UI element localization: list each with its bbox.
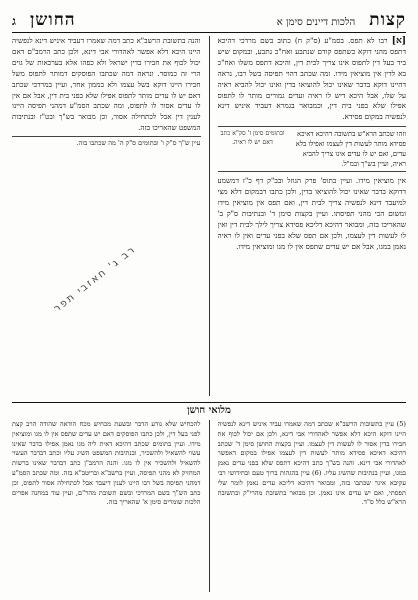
gloss-small-text: ובתומים סימן ז' סק"א כתב דאם יש לו ראיה. [220,130,285,147]
book-title-left: החושן [29,10,76,30]
library-stamp: רב ג' חאזבי תפר [52,243,139,315]
main-commentary [12,36,406,396]
notes-section-title: מלואי חושן [12,402,406,419]
right-column [218,36,407,396]
left-column-gloss: עיין ש"ך ס"ק ו' ובתומים ס"ק ה' מה שכתבו בזה. [12,136,201,149]
left-column-text: והנה בתשובת הרשב"א כתב דמה שאמרו דעביד איניש דינא לנפשיה היינו היכא דלא אפשר לאהדורי אבי דינא, ולכן כתב הרמב"ם דאם יכול לכוף את חבירו בדין ישראל ולא כפהו אלא בערכאות של גוים הרי זה כמוסר. ונראה דמה שכתבו הפוסקים דמותר לתפוס משל חבירו היינו דוקא בשל עצמו ולא בממון אחר, ועיין במרדכי שכתב דאם יש לו עדים מותר לתפוס אפילו שלא בפני בית דין, אבל אם אין לו עדים אסור לו לתפוס, ומה שכתב הסמ"ע דמהני תפיסה היינו לענין דין אבל לכתחילה אסור, וכן מבואר בש"ך ובט"ז ובנתיבות המשפט שהאריכו בזה. [12,36,201,133]
notes-column-divider [209,420,210,592]
section-title: הלכות דיינים סימן א [276,17,356,28]
header-left [12,10,76,30]
left-column [12,36,201,396]
opening-marker: [א] [391,36,406,46]
page-header [12,8,406,33]
main-paragraph-2: אין מוציאין מידו. ועיין בתוס' פרק הגוזל ובב"ק דף כ"ז דמשמע דדוקא בדבר שאינו יכול להוציאו בדין, ולכן כתבו דבמקום דלא מצי למיעבד דינא לנפשיה צריך לבית דין, ואם תפס אין מוציאין מידו ומשום הכי מהני תפיסתו. ועיין בקצות סימן ד' ובנתיבות ס"ק ב' שהאריכו בזה, ומבואר דהיכא דליכא פסידא צריך לילך לבית דין ואין לו לעשות דין לעצמו, ולכן אם תפס שלא בפני עדים ואין לו ראיה נאמן במגו, אבל אם יש עדים שתפס אין לו מגו ומוציאין מידו. [217,176,406,251]
main-paragraph-1 [218,36,407,123]
gloss-box [218,126,407,172]
column-divider [209,36,210,396]
notes-section [12,420,406,592]
book-title-right: קצות [369,10,406,30]
page-number: ג [12,14,16,28]
notes-left-column: להכחיש שלא נודע הדבר ובשעת מכחיש מכח הודאה שהודה הרב קצת לפני בעל דין, ולכן כתבו הפוסקים דאם יש עדים שתפס אין לו מגו ומוציאין מידו. ועיין בתומים שכתב דהיכא דאית ליה מגו נאמן אפילו בדבר שאינו עשוי להשאיל ולהשכיר, ובנתיבות המשפט השיג עליו וכתב דבדבר העשוי להשאיל ולהשכיר אין לו מגו. והנה הרמב"ן כתב דבדבר שאינו ברשות המחזיק לא מהני תפיסה, ועיין ברשב"א ובריטב"א בזה. ומה שכתב הסמ"ע דמהני תפיסה בשל רבו היינו לענין דיעבד אבל לכתחילה אסור לתפוס, וכן כתב הש"ך בשם המרדכי ובשם תשובת מהר"ם, ועיין עוד במחנה אפרים הלכות שומרים סימן א' שהאריך בזה. [12,420,201,507]
notes-right-column: (5) עיין בתשובות הרשב"א שכתב דמה שאמרו עביד איניש דינא לנפשיה היינו דוקא היכא דלא אפשר לאהדורי אבי דינא, ולכן אם יכול לכוף את חבירו בדין אסור לו לעשות דין לעצמו. ועיין בקצות החושן סימן ד' שכתב דהיכא דאיכא פסידא מותר לעשות דין לעצמו אפילו במקום דאפשר לאהדורי אבי דינא. והנה בש"ך כתב דהיכא דתפס שלא בפני עדים נאמן במגו, ועיין בנתיבות שהשיג עליו. (6) עיין בהגהות ברוך טעם ובחידושי רבי עקיבא איגר שכתבו בזה, ומבואר דהיכא דליכא עדים נאמן לומר שלי תפסתי, ואם יש עדים אינו נאמן. וכן מבואר בתשובת מהרי"ק ובתשובת הרא"ש כלל ס"ד. [217,420,406,507]
header-right [277,10,406,30]
gloss-text: וזהו שכתב הרא"ש בתשובה דהיכא דאיכא פסידא מותר לעשות דין לעצמו ואפילו בלא עדים, ואם יש לו עדים אינו צריך להביא ראיה, ועיין בש"ך ובמ"ל. [295,130,406,169]
paragraph-1-text: רבו לא תפס. בסמ"ע (ס"ק ח) כתוב בשם מרדכי דהיכא דתפס מהני דוקא כשתפס קודם שנתבע ואח"כ נתבע, ובמקום שיש ביד בעל דין לתפוס אינו צריך לבית דין, והיכא דתפס משלו ואח"כ בא לדין אין מוציאין מידו. ומה שכתב דהוי תפיסה בשל רבו, נראה דהיינו דוקא בדבר שאינו יכול להוציאו בדין ואינו יכול להביא ראיה על שלו, אבל היכא דיש לו ראיה ועדים גמורים מותר לו לתפוס אפילו שלא בפני בית דין, וכמבואר בגמרא דעביד איניש דינא לנפשיה במקום פסידא. [217,36,406,122]
